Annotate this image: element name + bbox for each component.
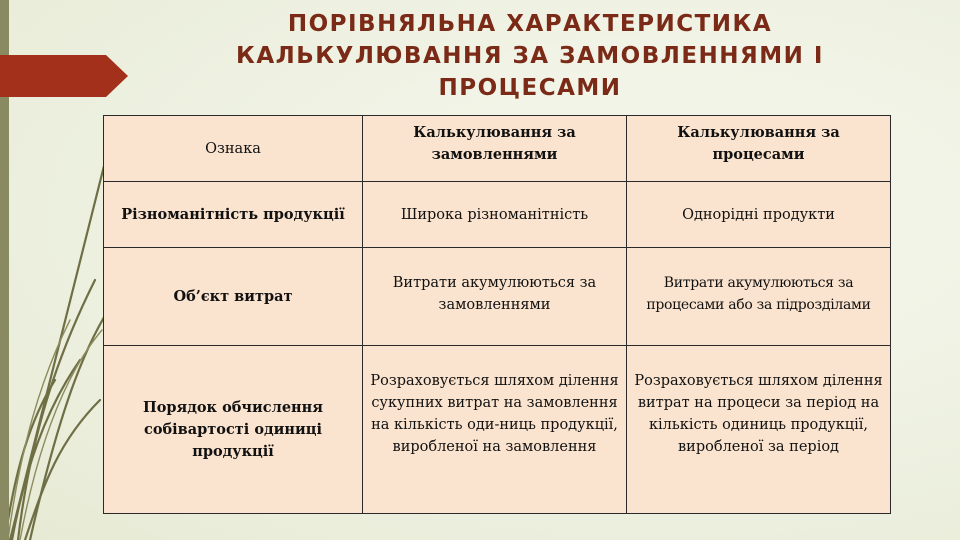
row-label: Різноманітність продукції	[104, 182, 363, 248]
comparison-table	[103, 115, 891, 514]
red-arrow-decoration	[0, 55, 128, 97]
table-cell: Витрати акумулюються за процесами або за підрозділами	[627, 248, 891, 346]
page-title: ПОРІВНЯЛЬНА ХАРАКТЕРИСТИКА КАЛЬКУЛЮВАННЯ ЗА ЗАМОВЛЕННЯМИ І ПРОЦЕСАМИ	[236, 11, 824, 101]
table-cell: Широка різноманітність	[363, 182, 627, 248]
table-cell: Розраховується шляхом ділення витрат на процеси за період на кількість одиниць продукції, виробленої за період	[627, 346, 891, 514]
header-cell-feature: Ознака	[104, 116, 363, 182]
table-row	[104, 182, 891, 248]
table-row	[104, 248, 891, 346]
row-label: Об’єкт витрат	[104, 248, 363, 346]
table-cell: Розраховується шляхом ділення сукупних витрат на замовлення на кількість оди-ниць продукції, виробленої на замовлення	[363, 346, 627, 514]
header-cell-process: Калькулювання за процесами	[627, 116, 891, 182]
header-cell-job-order: Калькулювання за замовленнями	[363, 116, 627, 182]
table-row	[104, 346, 891, 514]
table-cell: Витрати акумулюються за замовленнями	[363, 248, 627, 346]
table-cell: Однорідні продукти	[627, 182, 891, 248]
table-header-row	[104, 116, 891, 182]
row-label: Порядок обчислення собівартості одиниці продукції	[104, 346, 363, 514]
